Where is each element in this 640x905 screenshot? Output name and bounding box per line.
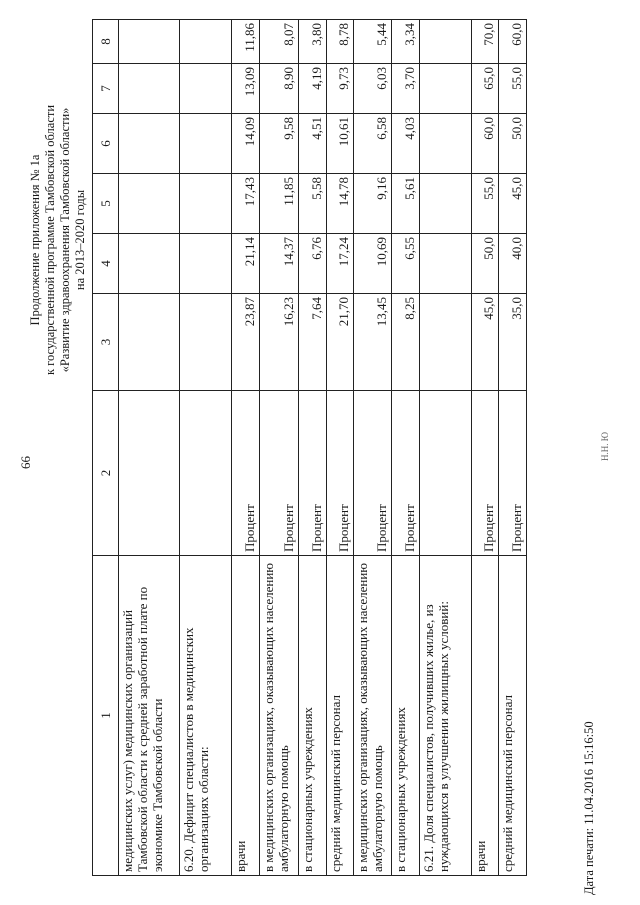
value-cell: 50,0 xyxy=(472,234,499,294)
value-cell: 3,80 xyxy=(299,20,327,64)
value-cell: 14,37 xyxy=(260,234,299,294)
value-cell: 13,45 xyxy=(354,294,392,391)
indicator-label: врачи xyxy=(472,556,499,876)
value-cell: 45,0 xyxy=(499,174,527,234)
table-row xyxy=(472,20,499,876)
column-number: 4 xyxy=(93,234,119,294)
value-cell xyxy=(420,20,472,64)
indicator-label: в медицинских организациях, оказывающих населению амбулаторную помощь xyxy=(260,556,299,876)
value-cell: 21,14 xyxy=(232,234,260,294)
value-cell: 11,85 xyxy=(260,174,299,234)
appendix-header xyxy=(28,20,88,460)
value-cell xyxy=(180,294,232,391)
value-cell: 5,44 xyxy=(354,20,392,64)
table-row xyxy=(354,20,392,876)
value-cell: 8,90 xyxy=(260,64,299,114)
value-cell: 7,64 xyxy=(299,294,327,391)
value-cell xyxy=(180,234,232,294)
value-cell: 40,0 xyxy=(499,234,527,294)
value-cell: 6,55 xyxy=(392,234,420,294)
indicator-label: средний медицинский персонал xyxy=(499,556,527,876)
value-cell xyxy=(420,174,472,234)
value-cell: 10,69 xyxy=(354,234,392,294)
value-cell: 4,51 xyxy=(299,114,327,174)
indicators-table xyxy=(92,19,527,876)
value-cell: 4,03 xyxy=(392,114,420,174)
value-cell: 55,0 xyxy=(499,64,527,114)
value-cell: 5,61 xyxy=(392,174,420,234)
value-cell: 14,78 xyxy=(327,174,354,234)
value-cell xyxy=(119,114,180,174)
unit-cell xyxy=(420,391,472,556)
table-row xyxy=(299,20,327,876)
unit-cell: Процент xyxy=(299,391,327,556)
value-cell xyxy=(420,114,472,174)
unit-cell: Процент xyxy=(472,391,499,556)
value-cell: 5,58 xyxy=(299,174,327,234)
header-line: на 2013–2020 годы xyxy=(73,189,87,291)
value-cell: 3,34 xyxy=(392,20,420,64)
column-number: 6 xyxy=(93,114,119,174)
value-cell: 14,09 xyxy=(232,114,260,174)
table-row xyxy=(420,20,472,876)
column-number: 7 xyxy=(93,64,119,114)
value-cell xyxy=(119,20,180,64)
table-row xyxy=(180,20,232,876)
value-cell xyxy=(180,20,232,64)
column-numbers-row xyxy=(93,20,119,876)
column-number: 2 xyxy=(93,391,119,556)
indicator-label: в стационарных учреждениях xyxy=(299,556,327,876)
unit-cell: Процент xyxy=(499,391,527,556)
value-cell xyxy=(119,234,180,294)
table-row xyxy=(260,20,299,876)
value-cell: 9,16 xyxy=(354,174,392,234)
unit-cell: Процент xyxy=(327,391,354,556)
table-row xyxy=(119,20,180,876)
value-cell xyxy=(180,174,232,234)
value-cell: 10,61 xyxy=(327,114,354,174)
value-cell: 6,58 xyxy=(354,114,392,174)
value-cell xyxy=(180,114,232,174)
value-cell: 35,0 xyxy=(499,294,527,391)
value-cell xyxy=(180,64,232,114)
value-cell: 3,70 xyxy=(392,64,420,114)
value-cell: 23,87 xyxy=(232,294,260,391)
indicator-label: 6.20. Дефицит специалистов в медицинских организациях области: xyxy=(180,556,232,876)
page-number: 66 xyxy=(18,456,33,469)
value-cell: 50,0 xyxy=(499,114,527,174)
column-number: 8 xyxy=(93,20,119,64)
value-cell: 4,19 xyxy=(299,64,327,114)
indicator-label: в стационарных учреждениях xyxy=(392,556,420,876)
header-line: «Развитие здравоохранения Тамбовской области» xyxy=(58,107,72,373)
value-cell: 16,23 xyxy=(260,294,299,391)
value-cell: 9,73 xyxy=(327,64,354,114)
value-cell: 55,0 xyxy=(472,174,499,234)
unit-cell: Процент xyxy=(260,391,299,556)
unit-cell xyxy=(180,391,232,556)
table-row xyxy=(499,20,527,876)
value-cell: 8,07 xyxy=(260,20,299,64)
value-cell: 17,43 xyxy=(232,174,260,234)
header-line: Продолжение приложения № 1а xyxy=(28,154,42,326)
value-cell: 6,03 xyxy=(354,64,392,114)
value-cell: 60,0 xyxy=(499,20,527,64)
value-cell: 8,78 xyxy=(327,20,354,64)
indicator-label: врачи xyxy=(232,556,260,876)
signature-mark: Н.Н. Ю xyxy=(600,432,610,461)
column-number: 3 xyxy=(93,294,119,391)
value-cell xyxy=(420,234,472,294)
value-cell xyxy=(420,64,472,114)
indicator-label: 6.21. Доля специалистов, получивших жилье, из нуждающихся в улучшении жилищных условий: xyxy=(420,556,472,876)
value-cell: 13,09 xyxy=(232,64,260,114)
unit-cell xyxy=(119,391,180,556)
indicator-label: средний медицинский персонал xyxy=(327,556,354,876)
value-cell xyxy=(420,294,472,391)
table-row xyxy=(392,20,420,876)
value-cell: 65,0 xyxy=(472,64,499,114)
table-row xyxy=(232,20,260,876)
value-cell: 9,58 xyxy=(260,114,299,174)
value-cell: 21,70 xyxy=(327,294,354,391)
unit-cell: Процент xyxy=(232,391,260,556)
unit-cell: Процент xyxy=(354,391,392,556)
value-cell xyxy=(119,294,180,391)
value-cell: 17,24 xyxy=(327,234,354,294)
table-row xyxy=(327,20,354,876)
value-cell xyxy=(119,64,180,114)
value-cell xyxy=(119,174,180,234)
indicator-label: медицинских услуг) медицинских организаций Тамбовской области к средней заработной плате по экономике Тамбовской области xyxy=(119,556,180,876)
value-cell: 70,0 xyxy=(472,20,499,64)
unit-cell: Процент xyxy=(392,391,420,556)
value-cell: 60,0 xyxy=(472,114,499,174)
value-cell: 11,86 xyxy=(232,20,260,64)
header-line: к государственной программе Тамбовской области xyxy=(43,104,57,376)
value-cell: 45,0 xyxy=(472,294,499,391)
column-number: 5 xyxy=(93,174,119,234)
print-date: Дата печати: 11.04.2016 15:16:50 xyxy=(582,721,596,895)
indicator-label: в медицинских организациях, оказывающих населению амбулаторную помощь xyxy=(354,556,392,876)
value-cell: 8,25 xyxy=(392,294,420,391)
value-cell: 6,76 xyxy=(299,234,327,294)
column-number: 1 xyxy=(93,556,119,876)
